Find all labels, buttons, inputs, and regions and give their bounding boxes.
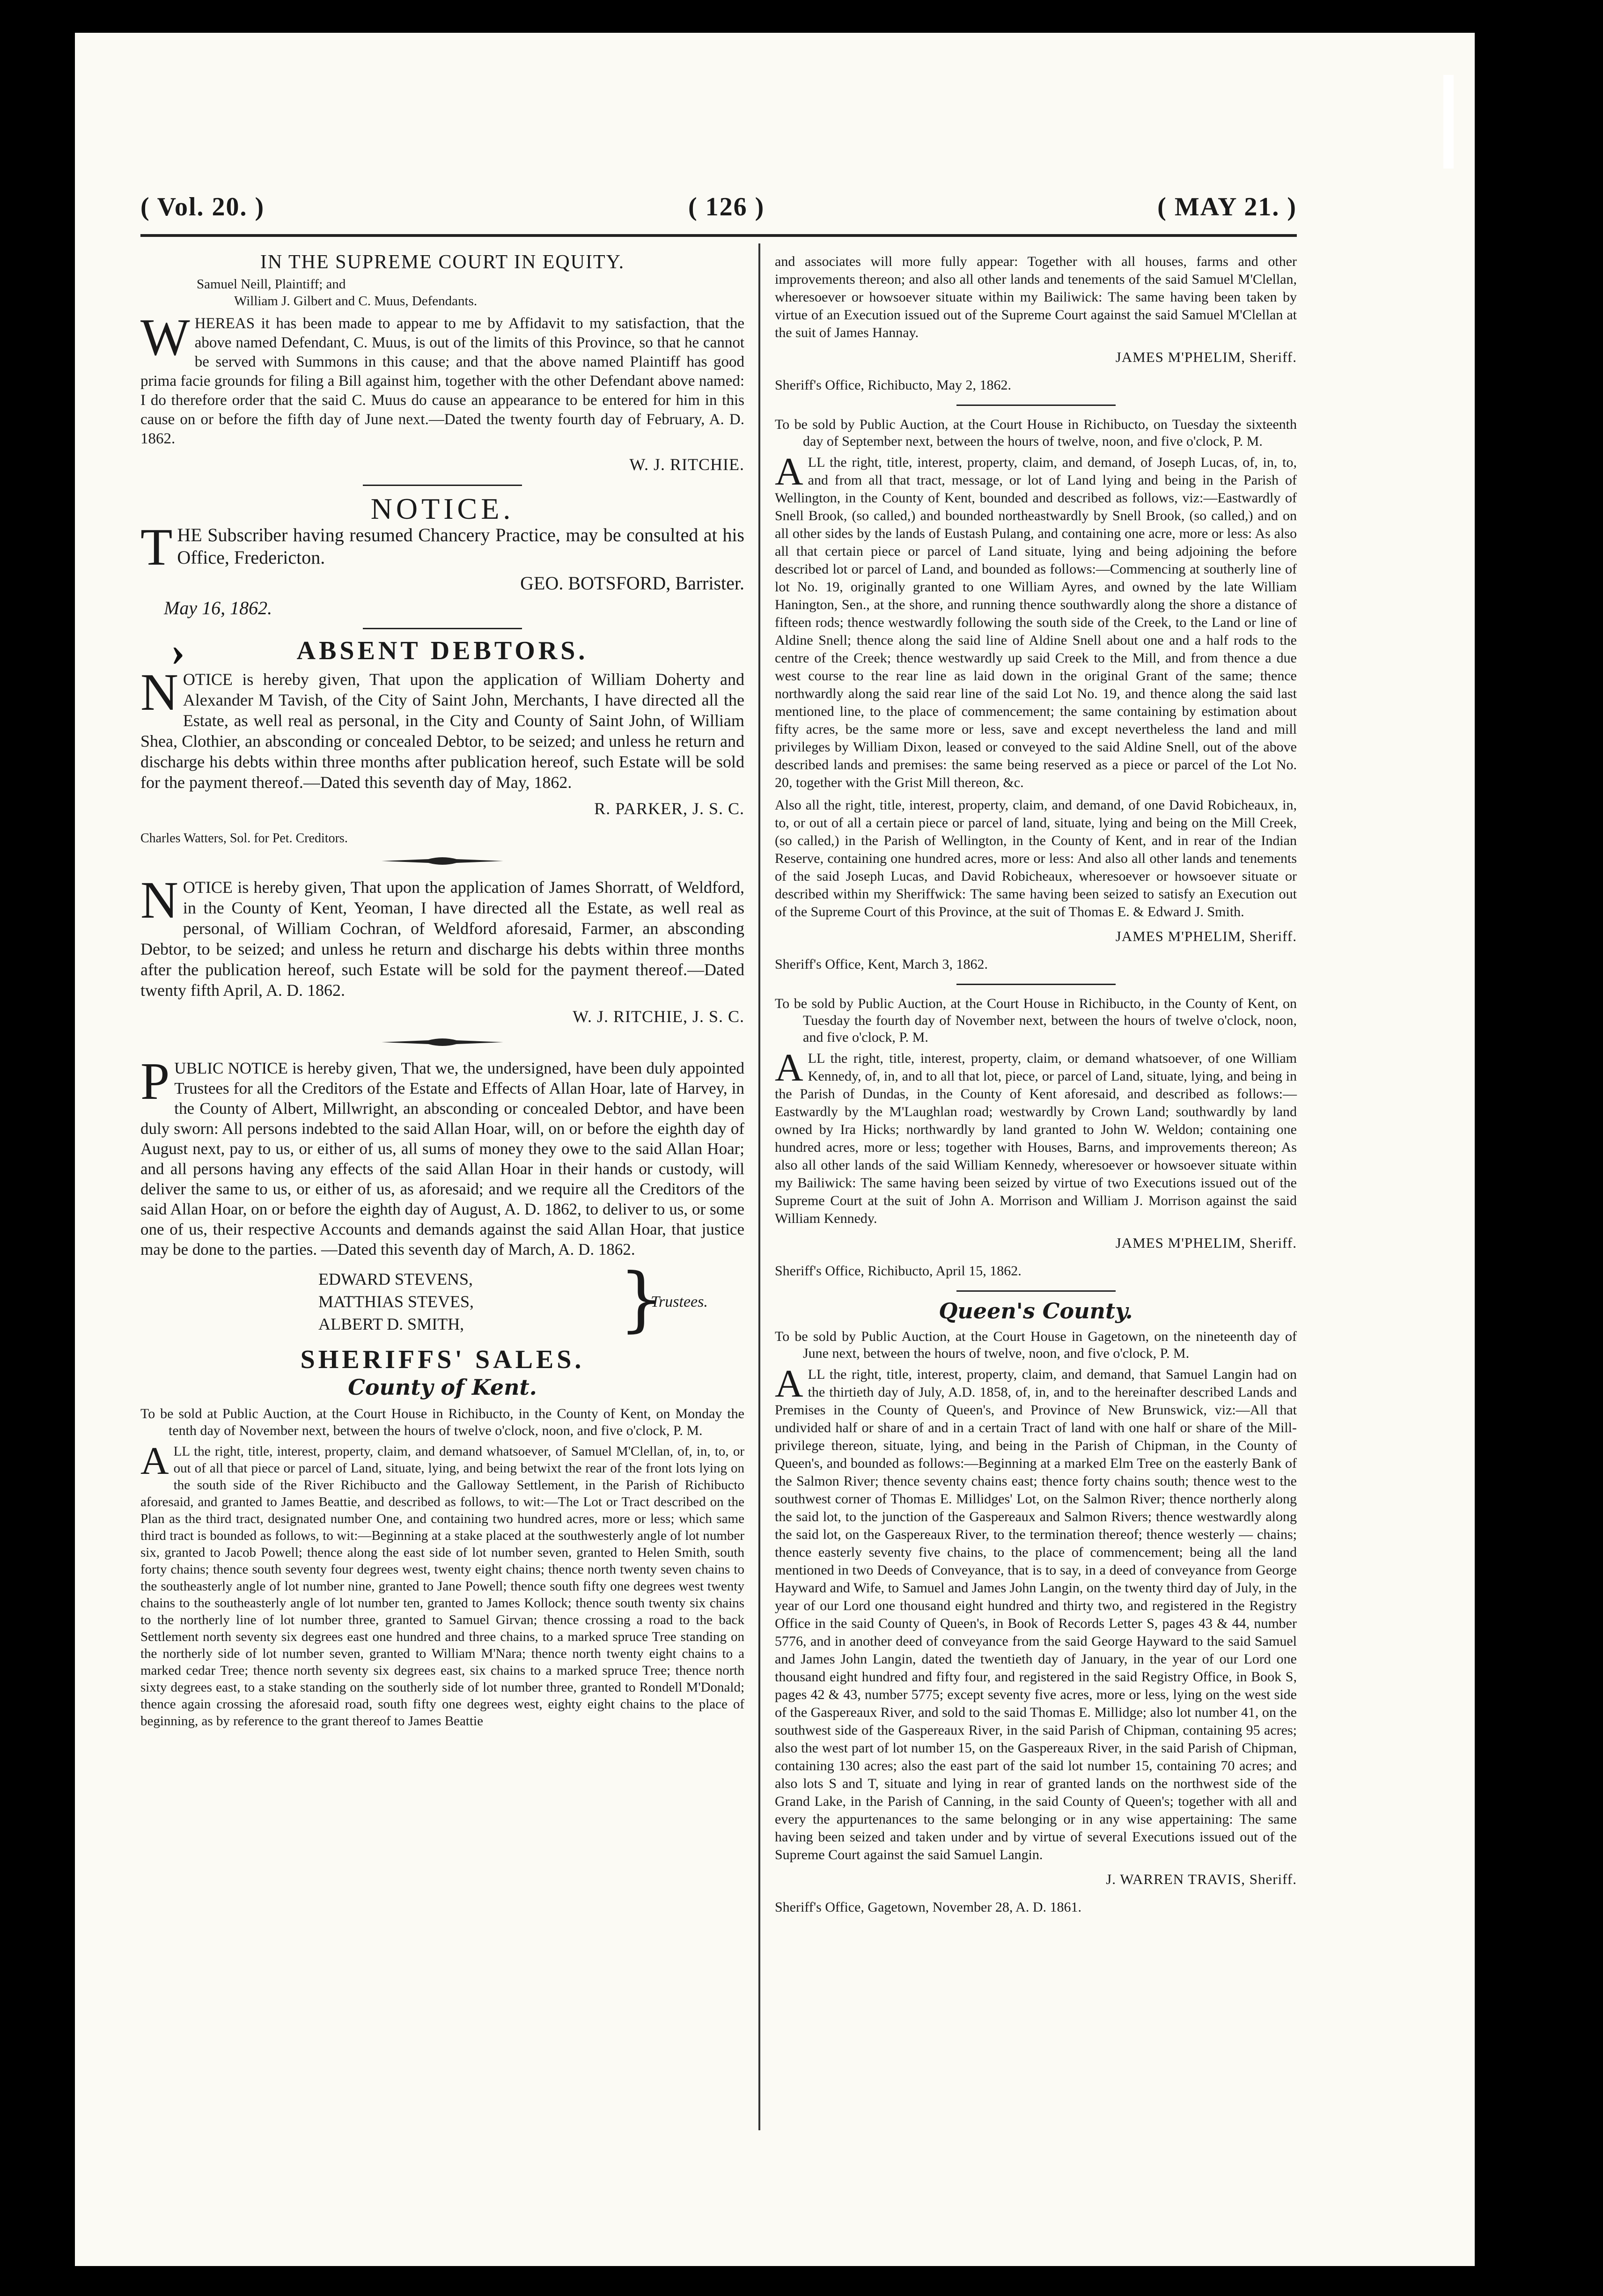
sheriff-signature: JAMES M'PHELIM, Sheriff.: [1115, 928, 1297, 944]
solicitor-line: Charles Watters, Sol. for Pet. Creditors.: [140, 831, 348, 846]
trustees-label: Trustees.: [651, 1293, 708, 1310]
notice-heading: NOTICE.: [370, 492, 515, 525]
debtor-notice-1-signature: R. PARKER, J. S. C.: [594, 799, 744, 818]
ornament-divider: [140, 1037, 744, 1051]
divider-rule: [956, 1290, 1116, 1292]
auction-intro: To be sold by Public Auction, at the Court House in Gagetown, on the nineteenth day of June next, between the hours of twelve, noon, and five o'clock, P. M.: [775, 1329, 1297, 1361]
ornament-divider: [140, 855, 744, 869]
notice-body: [140, 518, 744, 576]
drop-cap: A: [775, 1046, 803, 1089]
trustee-name: MATTHIAS STEVES,: [318, 1292, 474, 1311]
trustee-notice-text: UBLIC NOTICE is hereby given, That we, the undersigned, have been duly appointed Trustees for all the Creditors of the Estate and Effects of Allan Hoar, late of Harvey, in the County of Albert, Millwright, an absconding or concealed Debtor, and have been duly sworn: All persons indebted to the said Allan Hoar, will, on or before the eighth day of August next, pay to us, or either of us, all sums of money they owe to the said Allan Hoar; and all persons having any effects of the said Allan Hoar in their hands or custody, will deliver the same to us, or either of us, as aforesaid; and we require all the Creditors of the said Allan Hoar, on or before the eighth day of August, A. D. 1862, to deliver to us, or some one of us, their respective Accounts and demands against the said Allan Hoar, that justice may be done to the parties. —Dated this seventh day of March, A. D. 1862.: [140, 1059, 744, 1258]
debtor-notice-2-signature: W. J. RITCHIE, J. S. C.: [573, 1007, 744, 1026]
debtor-notice-2-text: OTICE is hereby given, That upon the application of James Shorratt, of Weldford, in the County of Kent, Yeoman, I have directed all the Estate, as well real as personal, of William Cochran, of Weldford aforesaid, Farmer, an absconding Debtor, to be seized; and unless he return and discharge his debts within three months after the publication hereof, such Estate will be sold for the payment thereof.—Dated twenty fifth April, A. D. 1862.: [140, 878, 744, 1000]
plaintiff: Samuel Neill, Plaintiff; and: [197, 277, 346, 292]
sale-body-continued: Also all the right, title, interest, property, claim, and demand, of one David Robicheaux, in, to, or out of all a certain piece or parcel of land, situate, lying and being on the Mill Creek, (so called,) in the Parish of Wellington, in the County of Kent, and in rear of the Indian Reserve, containing one hundred acres, more or less: And also all other lands and tenements of the said Joseph Lucas, and David Robicheaux, wheresoever or howsoever situate or described within my Sheriffwick: The same having been seized to satisfy an Execution out of the Supreme Court of this Province, at the suit of Thomas E. & Edward J. Smith.: [775, 797, 1297, 920]
sheriff-office-date: Sheriff's Office, Richibucto, April 15, 1862.: [775, 1263, 1022, 1279]
drop-cap: P: [140, 1052, 170, 1111]
trustee-name: ALBERT D. SMITH,: [318, 1315, 464, 1333]
sale-body: [775, 1046, 1297, 1228]
drop-cap: A: [140, 1439, 169, 1483]
sale-lucas: [775, 416, 1297, 973]
sale-text: LL the right, title, interest, property, claim, and demand, that Samuel Langin had on the thirtieth day of July, A.D. 1858, of, in, and to the hereinafter described Lands and Premises in the County of Queen's, and Province of New Brunswick, viz:—All that undivided half or share of and in a certain Tract of land with one half or share of the Mill-privilege thereon, situate, lying, and being in the Parish of Chipman, in the County of Queen's, and bounded as follows:—Beginning at a marked Elm Tree on the easterly Bank of the Salmon River; thence seventy chains east; thence forty chains south; thence west to the southwest corner of Thomas E. Millidges' Lot, on the Salmon River; thence northerly along the said lot, to the junction of the Gaspereaux and Salmon Rivers; thence westwardly along the said lot, on the Gaspereaux River, to the termination thereof; thence westerly — chains; thence easterly seventy five chains, to the place of commencement; being all the land mentioned in two Deeds of Conveyance, that is to say, in a deed of conveyance from George Hayward and Wife, to Samuel and James John Langin, on the twenty third day of July, in the year of our Lord one thousand eight hundred and thirty two, and registered in the Registry Office in the said County of Queen's, in Book of Records Letter S, pages 43 & 44, number 5776, and in another deed of conveyance from the said George Hayward to the said Samuel and James John Langin, dated the twentieth day of January, in the year of our Lord one thousand eight hundred and fifty four, and registered in the said Registry Office, in Book S, pages 42 & 43, number 5775; except seventy five acres, more or less, lying on the west side of the Gaspereaux River, and sold to the said Thomas E. Millidge; also lot number 41, on the southwest side of the Gaspereaux River, in the said Parish of Chipman, containing 95 acres; also the west part of lot number 15, on the Gaspereaux River, in the said Parish of Chipman, containing 130 acres; also the east part of the said lot number 15, containing 70 acres; and also lots S and T, situate and lying in rear of granted lands on the northwest side of the Grand Lake, in the Parish of Canning, in the said County of Queen's; together with all and every the appurtenances to the same belonging or in any wise appertaining: The same having been seized and taken under and by virtue of several Executions issued out of the Supreme Court against the said Samuel Langin.: [775, 1367, 1297, 1862]
section-heading: SHERIFFS' SALES.: [300, 1345, 585, 1374]
sale-text: LL the right, title, interest, property, claim, and demand, of Joseph Lucas, of, in, to, and from all that tract, message, or lot of Land lying and being in the Parish of Wellington, in the County of Kent, bounded and described as follows, viz:—Eastwardly of Snell Brook, (so called,) and bounded northeastwardly by Snell Brook, (so called,) and on all other sides by the lands of Eustash Pulang, and containing one acre, more or less: As also all that certain piece or parcel of Land situate, lying and being adjoining the before described lot or parcel of Land, and bounded as follows:—Commencing at southerly line of lot No. 19, originally granted to one William Ayres, and owned by the late William Hanington, Sen., at the shore, and running thence southwardly along the shore a distance of fifteen rods; thence westwardly following the south side of the Creek, to the Land or line of Aldine Snell; thence along the said line of Aldine Snell about one and a half rods to the centre of the Creek; thence westwardly up said Creek to the Mill, and from thence a due west course to the rear line as laid down in the original Grant of the same; thence northwardly along the said rear line of the said Lot No. 19, and thence along the said last mentioned line, to the place of commencement; the same containing by estimation about fifty acres, be the same more or less, save and except nevertheless the land and mill privileges by William Dixon, leased or conveyed to the said Aldine Snell, out of the above described lands and premises: the same being reserved as a piece or parcel of the Lot No. 20, together with the Grist Mill thereon, &c.: [775, 455, 1297, 790]
drop-cap: W: [140, 309, 190, 367]
trustee-signatures: [140, 1258, 744, 1340]
chancery-notice: [140, 492, 744, 618]
sale-text: LL the right, title, interest, property, claim, or demand whatsoever, of one William Kennedy, of, in, and to all that lot, piece, or parcel of Land, situate, lying, and being in the Parish of Dundas, in the County of Kent aforesaid, and described as follows:—Eastwardly by the M'Laughlan road; westwardly by Crown Land; southwardly by land owned by Ira Hicks; northwardly by land granted to John W. Weldon; containing one hundred acres, more or less; together with Houses, Barns, and improvements thereon; As also all other lands of the said William Kennedy, wheresoever or howsoever situate within my Bailiwick: The same having been seized by virtue of two Executions issued out of the Supreme Court at the suit of John A. Morrison and William J. Morrison against the said William Kennedy.: [775, 1051, 1297, 1226]
equity-body: [140, 309, 744, 449]
divider-rule: [956, 984, 1116, 985]
divider-rule: [363, 628, 522, 629]
debtor-notice-1: [140, 663, 744, 793]
drop-cap: N: [140, 663, 178, 721]
header-rule: [140, 234, 1297, 237]
sheriff-office-date: Sheriff's Office, Richibucto, May 2, 1862.: [775, 377, 1012, 393]
court-heading: IN THE SUPREME COURT IN EQUITY.: [260, 251, 625, 273]
trustee-name: EDWARD STEVENS,: [318, 1270, 473, 1288]
drop-cap: T: [140, 518, 173, 576]
notice-signature: GEO. BOTSFORD, Barrister.: [520, 573, 744, 594]
sheriff-signature: J. WARREN TRAVIS, Sheriff.: [1106, 1871, 1297, 1887]
ornament-icon: [382, 855, 503, 867]
trustee-notice: [140, 1052, 744, 1259]
auction-intro: To be sold by Public Auction, at the Court House in Richibucto, on Tuesday the sixteenth day of September next, between the hours of twelve, noon, and five o'clock, P. M.: [775, 417, 1297, 449]
issue-date: ( MAY 21. ): [1157, 192, 1297, 221]
page-number: ( 126 ): [688, 192, 765, 221]
notice-text: HE Subscriber having resumed Chancery Practice, may be consulted at his Office, Fredericton.: [177, 524, 744, 568]
defendants: William J. Gilbert and C. Muus, Defendants.: [234, 294, 478, 309]
drop-cap: N: [140, 871, 178, 929]
divider-rule: [956, 405, 1116, 406]
volume-number: ( Vol. 20. ): [140, 192, 265, 221]
sale-body: [775, 1362, 1297, 1864]
divider-rule: [363, 485, 522, 486]
page-edge-mark: [1443, 75, 1454, 169]
drop-cap: A: [775, 1362, 803, 1406]
continuation-text: and associates will more fully appear: Together with all houses, farms and other improvements thereon; and also all other lands and tenements of the said Samuel M'Clellan, wheresoever or howsoever situate within my Bailiwick: The same having been taken by virtue of an Execution issued out of the Supreme Court against the said Samuel M'Clellan at the suit of James Hannay.: [775, 254, 1297, 340]
sale-body: [140, 1439, 744, 1729]
queens-county-section: [775, 1298, 1297, 1916]
trustee-names: [318, 1268, 474, 1335]
debtor-notice-1-text: OTICE is hereby given, That upon the application of William Doherty and Alexander M Tavish, of the City of Saint John, Merchants, I have directed all the Estate, as well real as personal, in the City and County of Saint John, of William Shea, Clothier, an absconding or concealed Debtor, to be seized; and unless he return and discharge his debts within three months after publication hereof, such Estate will be sold for the payment thereof.—Dated this seventh day of May, 1862.: [140, 670, 744, 792]
drop-cap: A: [775, 450, 803, 493]
sheriff-office-date: Sheriff's Office, Kent, March 3, 1862.: [775, 957, 988, 972]
absent-debtors-section: [140, 636, 744, 1340]
parties: [140, 276, 744, 309]
county-heading: County of Kent.: [348, 1375, 537, 1400]
sale-continuation: [775, 253, 1297, 394]
ornament-icon: [382, 1037, 503, 1048]
right-column: [775, 253, 1297, 1926]
sheriff-signature: JAMES M'PHELIM, Sheriff.: [1115, 349, 1297, 365]
auction-intro: To be sold by Public Auction, at the Court House in Richibucto, in the County of Kent, on Tuesday the fourth day of November next, between the hours of twelve o'clock, noon, and five o'clock, P. M.: [775, 996, 1297, 1045]
sale-kennedy: [775, 995, 1297, 1280]
notice-date: May 16, 1862.: [164, 597, 272, 618]
sale-body: [775, 450, 1297, 792]
equity-text: HEREAS it has been made to appear to me by Affidavit to my satisfaction, that the above named Defendant, C. Muus, is out of the limits of this Province, so that he cannot be served with Summons in this cause; and that the above named Plaintiff has good prima facie grounds for filing a Bill against him, together with the other Defendant above named: I do therefore order that the said C. Muus do cause an appearance to be entered for him in this cause on or before the fifth day of June next.—Dated the twenty fourth day of February, A. D. 1862.: [140, 315, 744, 447]
sheriffs-sales-section: [140, 1345, 744, 1729]
equity-notice: [140, 253, 744, 474]
brace-icon: }: [619, 1258, 664, 1340]
margin-mark: ›: [171, 628, 185, 675]
sheriff-office-date: Sheriff's Office, Gagetown, November 28, A. D. 1861.: [775, 1899, 1082, 1915]
sale-text: LL the right, title, interest, property, claim, and demand whatsoever, of Samuel M'Clellan, of, in, to, or out of all that piece or parcel of Land, situate, lying, and being betwixt the rear of the front lots lying on the south side of the River Richibucto and the Galloway Settlement, in the Parish of Richibucto aforesaid, and granted to James Beattie, and described as follows, to wit:—The Lot or Tract described on the Plan as the third tract, designated number One, and containing two hundred acres, more or less; which same third tract is bounded as follows, to wit:—Beginning at a stake placed at the southwesterly angle of lot number six, granted to Jacob Powell; thence along the east side of lot number seven, granted to Helen Smith, south forty chains; thence south seventy four degrees west, twenty eight chains; thence north twenty seven chains to the southeasterly angle of lot number nine, granted to Jane Powell; thence south fifty one degrees west twenty chains to the southeasterly angle of lot number ten, granted to James Kollock; thence south twenty six chains to the northerly line of lot number three, granted to Samuel Girvan; thence crossing a road to the back Settlement north seventy six degrees east one hundred and three chains, to a marked spruce Tree standing on the northerly side of lot number seven, granted to William M'Nara; thence north twenty eight chains to a marked cedar Tree; thence north seventy six degrees east, six chains to a marked spruce Tree; thence north sixty degrees east, to a stake standing on the southerly side of lot number three, granted to Rondell M'Donald; thence again crossing the aforesaid road, south fifty one degrees west, eighty eight chains to the place of beginning, as by reference to the grant thereof to James Beattie: [140, 1444, 744, 1729]
section-heading: ABSENT DEBTORS.: [296, 636, 588, 665]
equity-signature: W. J. RITCHIE.: [629, 455, 744, 474]
column-divider: [758, 243, 760, 2130]
auction-intro: To be sold at Public Auction, at the Court House in Richibucto, in the County of Kent, on Monday the tenth day of November next, between the hours of twelve o'clock, noon, and five o'clock, P. M.: [140, 1406, 744, 1438]
left-column: [140, 253, 744, 1734]
sheriff-signature: JAMES M'PHELIM, Sheriff.: [1115, 1235, 1297, 1251]
debtor-notice-2: [140, 871, 744, 1001]
county-heading: Queen's County.: [939, 1298, 1133, 1324]
